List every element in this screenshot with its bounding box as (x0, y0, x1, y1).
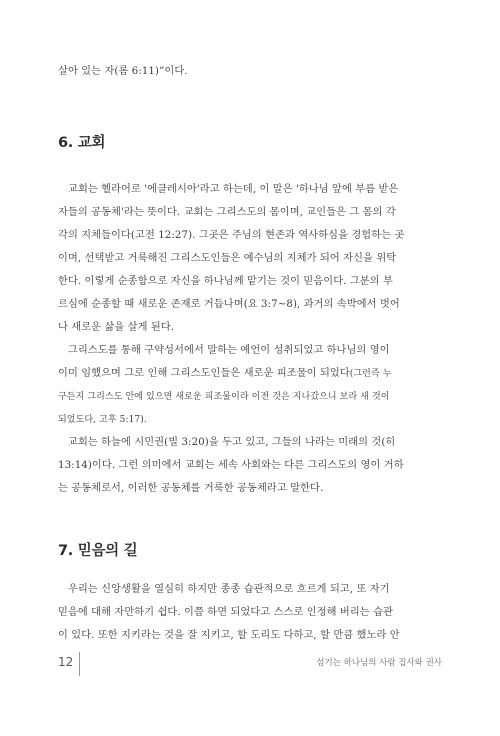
text-line: 교회는 하늘에 시민권(빌 3:20)을 두고 있고, 그들의 나라는 미래의 것(히 (68, 437, 396, 448)
church-paragraph-1 (58, 178, 442, 339)
text-line: 자들의 공동체'라는 뜻이다. 교회는 그리스도의 몸이며, 교인들은 그 몸의 각 (58, 207, 396, 218)
church-paragraph-2 (58, 339, 442, 432)
text-line: 한다. 이렇게 순종함으로 자신을 하나님께 맡기는 것이 믿음이다. 그분의 부 (58, 276, 393, 287)
text-line: 각의 지체들이다(고전 12:27). 그곳은 주님의 현존과 역사하심을 경험하는 곳 (58, 230, 405, 241)
page-footer (58, 652, 442, 680)
text-line: 믿음에 대해 자만하기 쉽다. 이쯤 하면 되었다고 스스로 인정해 버리는 습관 (58, 607, 393, 618)
text-line-small: 구든지 그리스도 안에 있으면 새로운 피조물이라 이전 것은 지나갔으니 보라 새 것이 (58, 392, 390, 402)
text-line: 살아 있는 자(롬 6:11)”이다. (58, 66, 188, 77)
faith-paragraph-1 (58, 578, 442, 647)
text-main: 이미 임했으며 그로 인해 그리스도인들은 새로운 피조물이 되었다 (58, 368, 350, 379)
text-line: 교회는 헬라어로 '에클레시아'라고 하는데, 이 말은 '하나님 앞에 부름 받은 (68, 184, 399, 195)
footer-divider (79, 652, 80, 676)
text-small: (그런즉 누 (349, 369, 392, 379)
section-heading-church: 6. 교회 (58, 135, 106, 151)
text-line: 이며, 선택받고 거룩해진 그리스도인들은 예수님의 지체가 되어 자신을 위탁 (58, 253, 397, 264)
running-title: 섬기는 하나님의 사람 집사와 권사 (316, 658, 442, 668)
page-number: 12 (58, 655, 74, 669)
text-line-small: 되었도다, 고후 5:17). (58, 415, 147, 425)
text-line (58, 362, 442, 386)
section-heading-faith-path: 7. 믿음의 길 (58, 543, 138, 559)
church-paragraph-3 (58, 431, 442, 500)
text-line: 나 새로운 삶을 살게 된다. (58, 322, 175, 333)
intro-paragraph (58, 60, 442, 83)
text-line: 그리스도를 통해 구약성서에서 말하는 예언이 성취되었고 하나님의 영이 (68, 345, 390, 356)
text-line: 13:14)이다. 그런 의미에서 교회는 세속 사회와는 다른 그리스도의 영이 거하 (58, 460, 404, 471)
text-line: 르심에 순종할 때 새로운 존재로 거듭나며(요 3:7~8), 과거의 속박에서 벗어 (58, 299, 400, 310)
text-line: 우리는 신앙생활을 열심히 하지만 종종 습관적으로 흐르게 되고, 또 자기 (68, 584, 390, 595)
text-line: 이 있다. 또한 지키라는 것을 잘 지키고, 할 도리도 다하고, 할 만큼 했노라 안 (58, 630, 400, 641)
text-line: 는 공동체로서, 이러한 공동체를 거룩한 공동체라고 말한다. (58, 483, 324, 494)
